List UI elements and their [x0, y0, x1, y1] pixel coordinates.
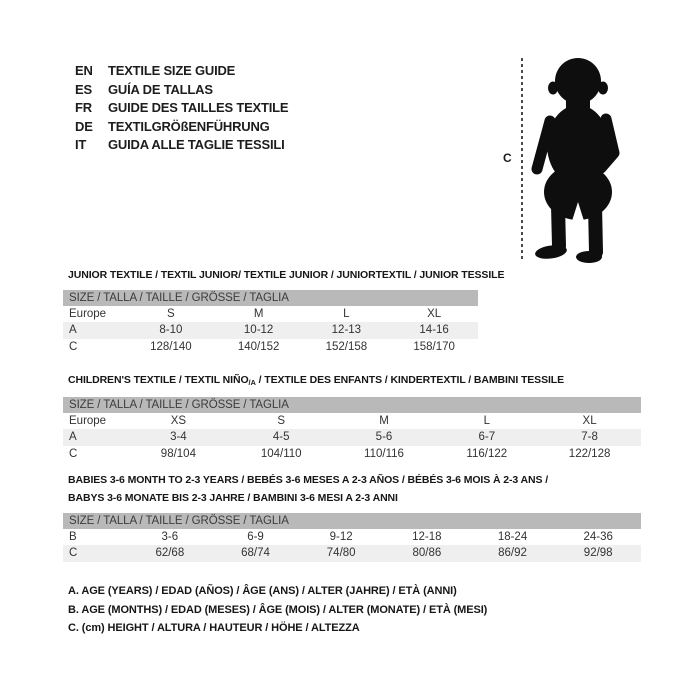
table-row [63, 429, 641, 445]
title-text: CHILDREN'S TEXTILE / TEXTIL NIÑO [68, 374, 249, 386]
cell: S [277, 415, 286, 427]
title-text: / TEXTILE DES ENFANTS / KINDERTEXTIL / BAMBINI TESSILE [255, 374, 565, 386]
cell: 18-24 [497, 531, 528, 543]
cell: XS [170, 415, 187, 427]
cell: 5-6 [375, 431, 393, 444]
height-measure-dotted-line [521, 58, 523, 262]
cell: 24-36 [583, 531, 613, 543]
language-label: TEXTILGRÖßENFÜHRUNG [108, 118, 270, 134]
language-row-it [75, 136, 288, 155]
cell: 140/152 [237, 340, 280, 353]
language-label: TEXTILE SIZE GUIDE [108, 63, 236, 78]
row-label: C [69, 447, 78, 460]
table-row [63, 413, 641, 429]
language-row-fr [75, 99, 288, 118]
row-label: A [69, 324, 77, 337]
row-label: C [69, 547, 78, 560]
table-header-bar: SIZE / TALLA / TAILLE / GRÖSSE / TAGLIA [63, 513, 641, 529]
cell: 10-12 [243, 324, 274, 337]
cell: 62/68 [155, 547, 185, 560]
cell: 80/86 [412, 547, 442, 560]
cell: 7-8 [581, 431, 598, 444]
cell: 4-5 [272, 431, 290, 444]
cell: 6-7 [478, 431, 496, 444]
cell: 12-18 [412, 531, 442, 543]
height-label-c: C [503, 151, 512, 165]
section-title-babies [68, 471, 548, 507]
footnote-c: C. (cm) HEIGHT / ALTURA / HAUTEUR / HÖHE / ALTEZZA [68, 622, 360, 635]
language-row-de [75, 118, 288, 137]
row-label: B [69, 531, 77, 543]
language-row-en [75, 62, 288, 81]
language-label: GUIDE DES TAILLES TEXTILE [108, 100, 289, 116]
table-row [63, 306, 478, 322]
cell: XL [427, 308, 442, 320]
cell: 74/80 [326, 547, 356, 560]
title-subscript: /A [248, 378, 256, 387]
section-title-children [68, 371, 564, 392]
cell: 12-13 [331, 324, 362, 337]
language-code: DE [75, 118, 93, 134]
table-row [63, 545, 641, 561]
cell: S [167, 308, 175, 320]
language-label: GUÍA DE TALLAS [108, 81, 213, 97]
cell: 86/92 [498, 547, 527, 560]
language-row-es [75, 81, 288, 100]
cell: 3-4 [170, 431, 187, 444]
table-header-bar: SIZE / TALLA / TAILLE / GRÖSSE / TAGLIA [63, 290, 478, 306]
row-label: Europe [69, 415, 107, 427]
language-code: ES [75, 81, 92, 97]
row-label: C [69, 340, 78, 353]
cell: 14-16 [419, 324, 449, 337]
table-row [63, 446, 641, 462]
baby-silhouette-icon [528, 55, 628, 265]
cell: 128/140 [150, 340, 192, 353]
cell: 158/170 [413, 340, 455, 353]
junior-size-table [63, 290, 478, 355]
title-line-1: BABIES 3-6 MONTH TO 2-3 YEARS / BEBÉS 3-6 MESES A 2-3 AÑOS / BÉBÉS 3-6 MOIS À 2-3 ANS / [68, 474, 549, 486]
row-label: A [69, 431, 77, 444]
table-row [63, 322, 478, 338]
footnote-legend [68, 582, 487, 638]
cell: 68/74 [241, 547, 270, 560]
title-line-2: BABYS 3-6 MONATE BIS 2-3 JAHRE / BAMBINI 3-6 MESI A 2-3 ANNI [68, 492, 398, 504]
cell: L [343, 308, 350, 320]
cell: 9-12 [329, 531, 353, 543]
cell: 98/104 [160, 447, 196, 460]
cell: 152/158 [325, 340, 368, 353]
cell: XL [582, 415, 597, 427]
language-label: GUIDA ALLE TAGLIE TESSILI [108, 137, 285, 153]
cell: 104/110 [260, 447, 302, 460]
cell: M [253, 308, 264, 320]
table-header-bar: SIZE / TALLA / TAILLE / GRÖSSE / TAGLIA [63, 397, 641, 413]
cell: 116/122 [466, 447, 508, 460]
language-code: FR [75, 100, 92, 116]
cell: 122/128 [568, 447, 611, 460]
footnote-b: B. AGE (MONTHS) / EDAD (MESES) / ÂGE (MOIS) / ALTER (MONATE) / ETÀ (MESI) [68, 603, 488, 616]
children-size-table [63, 397, 641, 462]
row-label: Europe [69, 308, 107, 320]
cell: 110/116 [364, 447, 404, 460]
cell: 6-9 [247, 531, 264, 543]
footnote-a: A. AGE (YEARS) / EDAD (AÑOS) / ÂGE (ANS) / ALTER (JAHRE) / ETÀ (ANNI) [68, 585, 457, 597]
cell: L [483, 415, 490, 427]
babies-size-table [63, 513, 641, 562]
language-code: IT [75, 137, 87, 153]
cell: M [379, 415, 389, 427]
language-list [75, 62, 288, 155]
cell: 8-10 [159, 324, 183, 337]
cell: 92/98 [583, 547, 613, 560]
cell: 3-6 [161, 531, 179, 543]
language-code: EN [75, 63, 93, 78]
table-row [63, 339, 478, 355]
section-title-junior: JUNIOR TEXTILE / TEXTIL JUNIOR/ TEXTILE JUNIOR / JUNIORTEXTIL / JUNIOR TESSILE [68, 269, 505, 281]
table-row [63, 529, 641, 545]
